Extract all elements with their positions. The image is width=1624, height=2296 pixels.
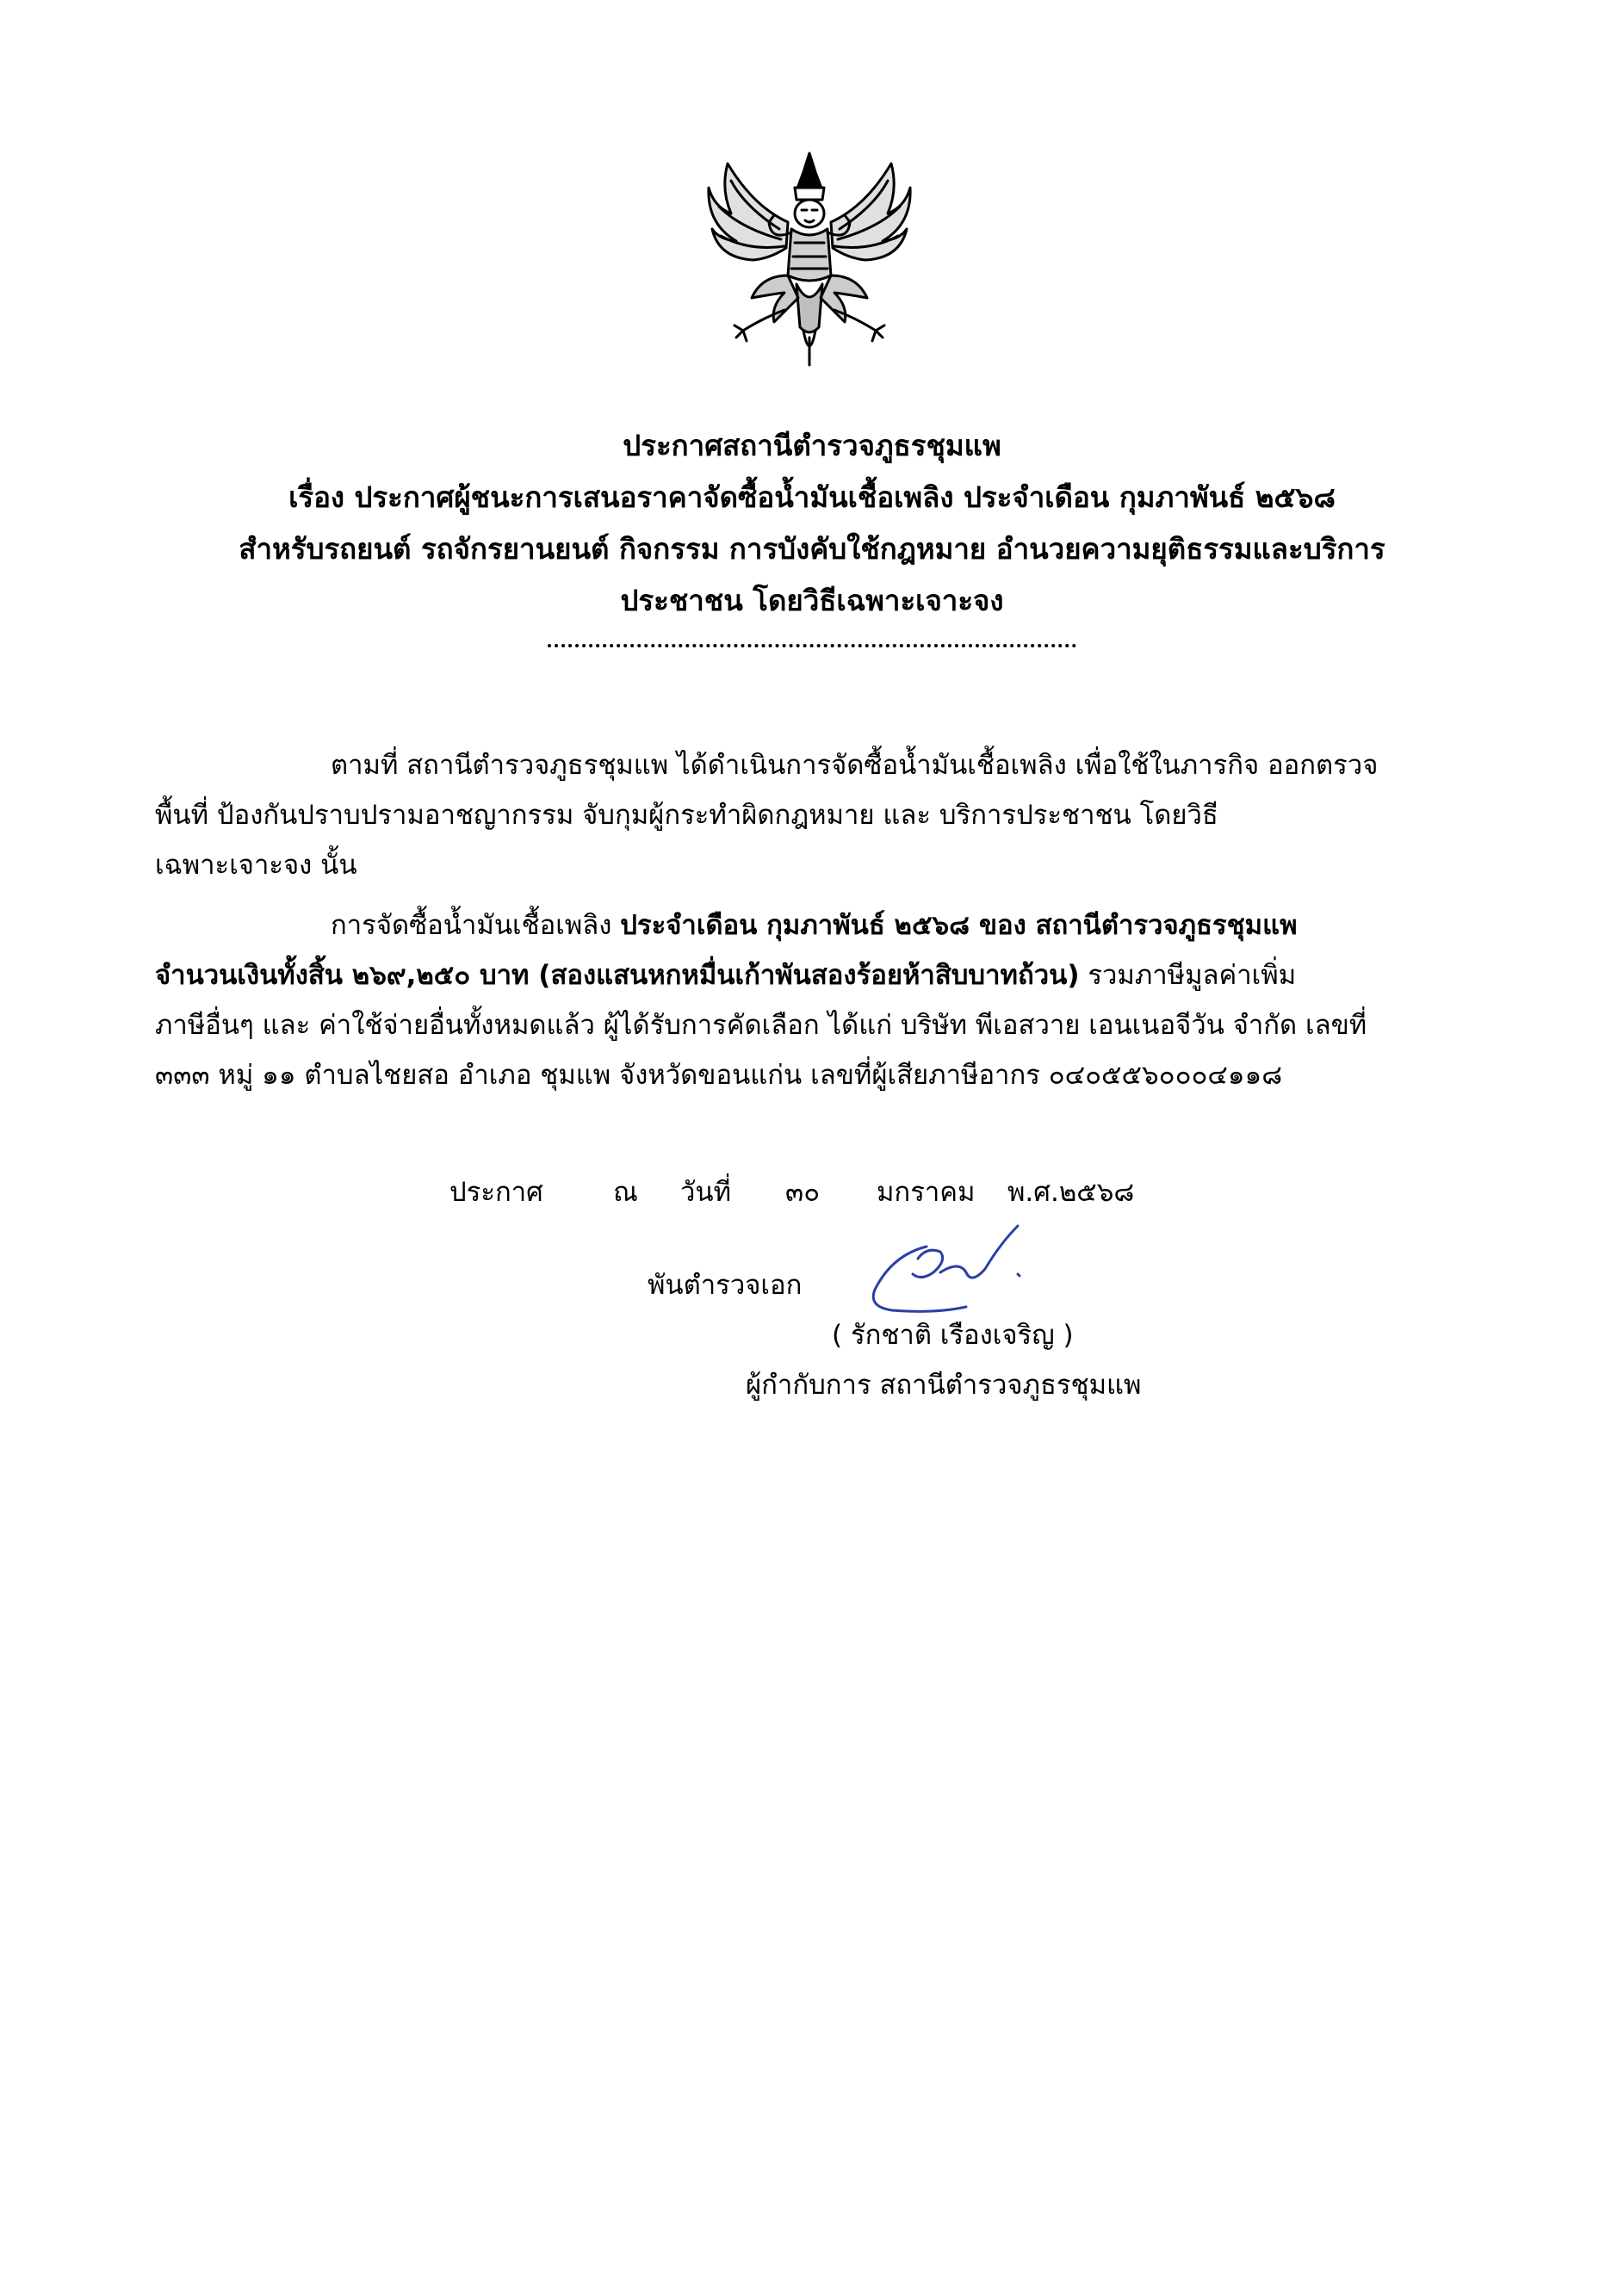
announcement-subject-line3: ประชาชน โดยวิธีเฉพาะเจาะจง [620, 584, 1004, 617]
announcement-title: ประกาศสถานีตำรวจภูธรชุมแพ [623, 429, 1001, 462]
date-year: พ.ศ.๒๕๖๘ [1007, 1177, 1135, 1208]
vat-note: รวมภาษีมูลค่าเพิ่ม [1079, 960, 1297, 991]
paragraph-2-intro: การจัดซื้อน้ำมันเชื้อเพลิง [331, 910, 621, 941]
date-month: มกราคม [877, 1177, 976, 1208]
date-at: ณ [613, 1177, 638, 1208]
paragraph-2-line-2 [155, 950, 1296, 1000]
signer-rank: พันตำรวจเอก [648, 1270, 803, 1301]
date-day-label: วันที่ [680, 1177, 732, 1208]
dotted-divider [548, 644, 1076, 647]
paragraph-1-line-2: พื้นที่ ป้องกันปราบปรามอาชญากรรม จับกุมผู้กระทำผิดกฎหมาย และ บริการประชาชน โดยวิธี [155, 800, 1218, 831]
total-amount: จำนวนเงินทั้งสิ้น ๒๖๙,๒๕๐ บาท (สองแสนหกหมื่นเก้าพันสองร้อยห้าสิบบาทถ้วน) [155, 960, 1080, 991]
signer-name: ( รักชาติ เรืองเจริญ ) [832, 1320, 1074, 1351]
announcement-subject-line2: สำหรับรถยนต์ รถจักรยานยนต์ กิจกรรม การบังคับใช้กฎหมาย อำนวยความยุติธรรมและบริการ [239, 532, 1385, 566]
date-day: ๓๐ [785, 1177, 821, 1208]
paragraph-1-line-3: เฉพาะเจาะจง นั้น [155, 850, 357, 881]
paragraph-1-line-1: ตามที่ สถานีตำรวจภูธรชุมแพ ได้ดำเนินการจัดซื้อน้ำมันเชื้อเพลิง เพื่อใช้ในภารกิจ ออกตรวจ [331, 750, 1379, 781]
announcement-subject: เรื่อง ประกาศผู้ชนะการเสนอราคาจัดซื้อน้ำมันเชื้อเพลิง ประจำเดือน กุมภาพันธ์ ๒๕๖๘ [288, 480, 1336, 514]
garuda-emblem [702, 146, 917, 370]
paragraph-2-period: ประจำเดือน กุมภาพันธ์ ๒๕๖๘ ของ สถานีตำรวจภูธรชุมแพ [620, 910, 1298, 941]
paragraph-2-line-1 [331, 900, 1298, 950]
signer-position: ผู้กำกับการ สถานีตำรวจภูธรชุมแพ [746, 1370, 1142, 1401]
paragraph-2-line-4: ๓๓๓ หมู่ ๑๑ ตำบลไชยสอ อำเภอ ชุมแพ จังหวัดขอนแก่น เลขที่ผู้เสียภาษีอากร ๐๔๐๕๕๖๐๐๐๔๑๑๘ [155, 1060, 1283, 1091]
paragraph-2-line-3: ภาษีอื่นๆ และ ค่าใช้จ่ายอื่นทั้งหมดแล้ว ผู้ได้รับการคัดเลือก ได้แก่ บริษัท พีเอสวาย เอนเนอจีวัน จำกัด เลขที่ [155, 1010, 1367, 1041]
date-announce: ประกาศ [449, 1177, 543, 1208]
